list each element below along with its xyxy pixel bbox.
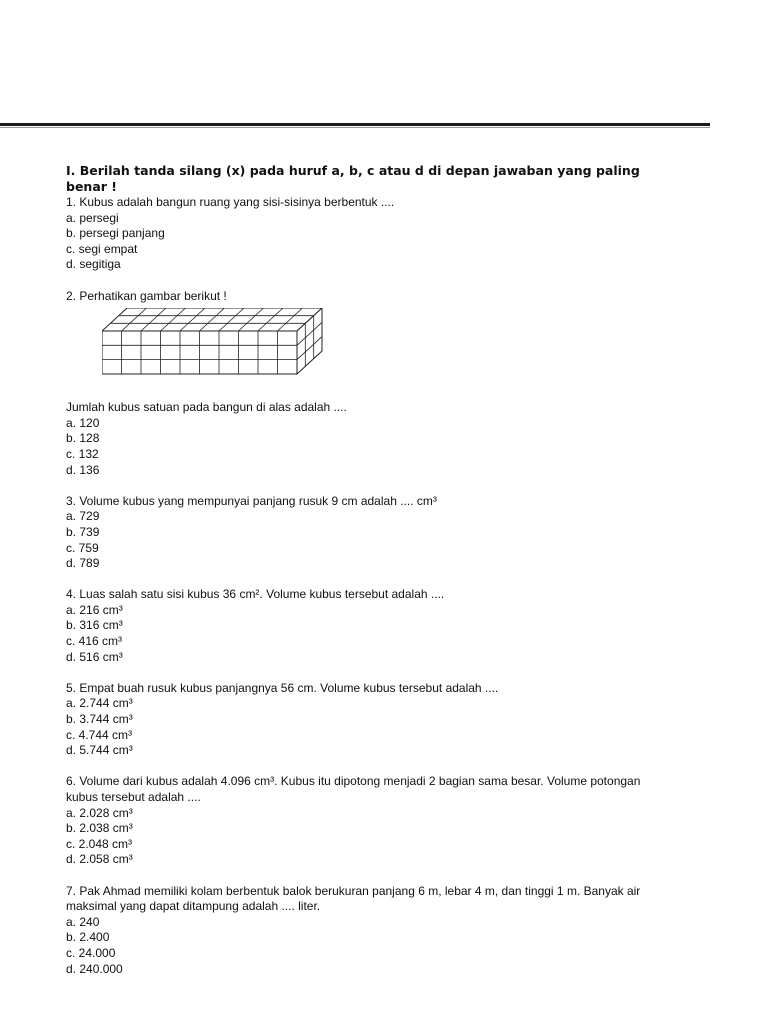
option-c: c. 2.048 cm³ xyxy=(66,836,133,851)
option-b: b. 2.400 xyxy=(66,930,110,945)
spacer xyxy=(66,273,666,289)
question-2 xyxy=(66,289,666,479)
option-d: d. 2.058 cm³ xyxy=(66,852,133,867)
question-text: 1. Kubus adalah bangun ruang yang sisi-sisinya berbentuk .... xyxy=(66,195,395,209)
option-b: b. 3.744 cm³ xyxy=(66,712,133,727)
question-prompt: Jumlah kubus satuan pada bangun di alas adalah .... xyxy=(66,400,347,415)
option-a: a. 240 xyxy=(66,914,100,929)
option-c: c. segi empat xyxy=(66,241,138,256)
option-d: d. 789 xyxy=(66,556,100,571)
question-text: 2. Perhatikan gambar berikut ! xyxy=(66,288,227,303)
option-c: c. 4.744 cm³ xyxy=(66,727,133,742)
option-c: c. 759 xyxy=(66,540,99,555)
option-c: c. 132 xyxy=(66,446,99,461)
option-b: b. persegi panjang xyxy=(66,226,165,241)
option-a: a. 120 xyxy=(66,415,100,430)
option-a: a. 2.744 cm³ xyxy=(66,696,133,711)
option-a: a. 729 xyxy=(66,509,100,524)
header-rule-shadow xyxy=(0,127,710,128)
question-4 xyxy=(66,587,666,665)
spacer xyxy=(66,868,666,884)
question-7 xyxy=(66,884,666,978)
option-c: c. 24.000 xyxy=(66,945,116,960)
spacer xyxy=(66,759,666,775)
question-text: 4. Luas salah satu sisi kubus 36 cm². Volume kubus tersebut adalah .... xyxy=(66,587,445,602)
question-text: 3. Volume kubus yang mempunyai panjang rusuk 9 cm adalah .... cm³ xyxy=(66,493,437,508)
option-d: d. 516 cm³ xyxy=(66,649,123,664)
option-d: d. segitiga xyxy=(66,257,121,272)
option-d: d. 5.744 cm³ xyxy=(66,743,133,758)
question-5 xyxy=(66,681,666,759)
spacer xyxy=(66,572,666,588)
option-b: b. 2.038 cm³ xyxy=(66,821,133,836)
spacer xyxy=(66,665,666,681)
question-text: 6. Volume dari kubus adalah 4.096 cm³. Kubus itu dipotong menjadi 2 bagian sama besar. Volume potongan kubus tersebut adalah .... xyxy=(66,774,641,804)
option-b: b. 739 xyxy=(66,524,100,539)
worksheet-content xyxy=(66,163,666,977)
question-6 xyxy=(66,774,666,868)
cuboid-unit-cubes-figure xyxy=(102,308,332,388)
option-b: b. 316 cm³ xyxy=(66,618,123,633)
option-b: b. 128 xyxy=(66,431,100,446)
spacer xyxy=(66,478,666,494)
option-a: a. persegi xyxy=(66,210,119,225)
section-heading: I. Berilah tanda silang (x) pada huruf a, b, c atau d di depan jawaban yang paling benar ! xyxy=(66,163,640,194)
question-1 xyxy=(66,195,666,273)
question-text: 5. Empat buah rusuk kubus panjangnya 56 cm. Volume kubus tersebut adalah .... xyxy=(66,680,499,695)
option-d: d. 240.000 xyxy=(66,961,123,976)
option-a: a. 2.028 cm³ xyxy=(66,805,133,820)
option-c: c. 416 cm³ xyxy=(66,634,123,649)
option-d: d. 136 xyxy=(66,462,100,477)
header-rule xyxy=(0,123,710,126)
option-a: a. 216 cm³ xyxy=(66,602,123,617)
question-text: 7. Pak Ahmad memiliki kolam berbentuk balok berukuran panjang 6 m, lebar 4 m, dan tinggi 1 m. Banyak air maksimal yang dapat ditampung adalah .... liter. xyxy=(66,883,641,914)
question-3 xyxy=(66,494,666,572)
